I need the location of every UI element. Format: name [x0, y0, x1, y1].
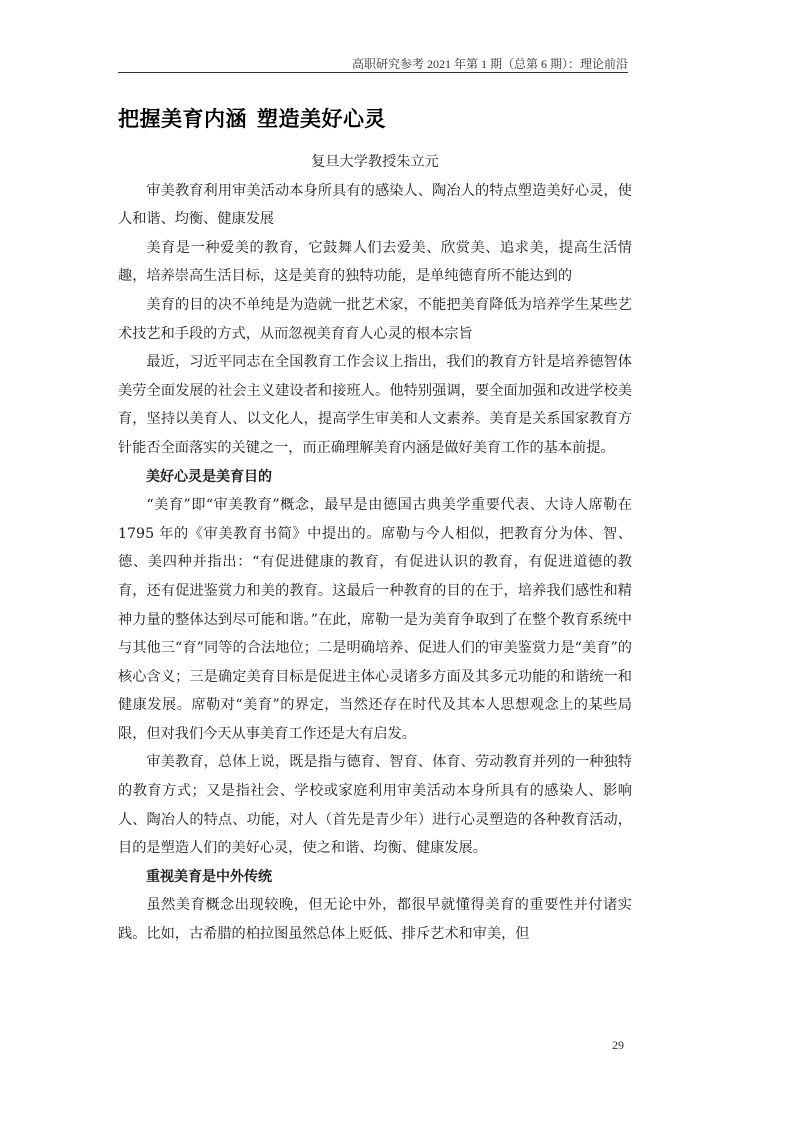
title-part-1: 把握美育内涵	[118, 107, 247, 131]
header-divider	[118, 72, 628, 73]
page-number: 29	[612, 1038, 624, 1052]
title-part-2: 塑造美好心灵	[257, 107, 386, 131]
section-heading: 美好心灵是美育目的	[146, 468, 272, 485]
body-paragraph: 最近，习近平同志在全国教育工作会议上指出，我们的教育方针是培养德智体美劳全面发展的社会主义建设者和接班人。他特别强调，要全面加强和改进学校美育，坚持以美育人、以文化人，提高学生审美和人文素养。美育是关系国家教育方针能否全面落实的关键之一，而正确理解美育内涵是做好美育工作的基本前提。	[118, 354, 632, 456]
article-title	[118, 103, 638, 133]
author-line: 复旦大学教授朱立元	[311, 154, 439, 170]
body-paragraph: 美育的目的决不单纯是为造就一批艺术家，不能把美育降低为培养学生某些艺术技艺和手段的方式，从而忽视美育育人心灵的根本宗旨	[118, 296, 632, 342]
body-paragraph: 虽然美育概念出现较晚，但无论中外，都很早就懂得美育的重要性并付诸实践。比如，古希腊的柏拉图虽然总体上贬低、排斥艺术和审美，但	[118, 897, 632, 943]
body-paragraph: 审美教育，总体上说，既是指与德育、智育、体育、劳动教育并列的一种独特的教育方式；又是指社会、学校或家庭利用审美活动本身所具有的感染人、影响人、陶冶人的特点、功能，对人（首先是青少年）进行心灵塑造的各种教育活动，目的是塑造人们的美好心灵，使之和谐、均衡、健康发展。	[118, 754, 632, 857]
body-paragraph: “美育”即“审美教育”概念，最早是由德国古典美学重要代表、大诗人席勒在 1795 年的《审美教育书简》中提出的。席勒与今人相似，把教育分为体、智、德、美四种并指出：“有促进健康的教育，有促进认识的教育，有促进道德的教育，还有促进鉴赏力和美的教育。这最后一种教育的目的在于，培养我们感性和精神力量的整体达到尽可能和谐。”在此，席勒一是为美育争取到了在整个教育系统中与其他三“育”同等的合法地位；二是明确培养、促进人们的审美鉴赏力是“美育”的核心含义；三是确定美育目标是促进主体心灵诸多方面及其多元功能的和谐统一和健康发展。席勒对“美育”的界定，当然还存在时代及其本人思想观念上的某些局限，但对我们今天从事美育工作还是大有启发。	[118, 497, 632, 742]
body-paragraph: 美育是一种爱美的教育，它鼓舞人们去爱美、欣赏美、追求美，提高生活情趣，培养崇高生活目标，这是美育的独特功能，是单纯德育所不能达到的	[118, 239, 632, 285]
running-head: 高职研究参考 2021 年第 1 期（总第 6 期）：理论前沿	[351, 57, 628, 71]
section-heading: 重视美育是中外传统	[146, 868, 272, 885]
article-body	[118, 148, 632, 949]
body-paragraph: 审美教育利用审美活动本身所具有的感染人、陶冶人的特点塑造美好心灵，使人和谐、均衡、健康发展	[118, 182, 632, 228]
